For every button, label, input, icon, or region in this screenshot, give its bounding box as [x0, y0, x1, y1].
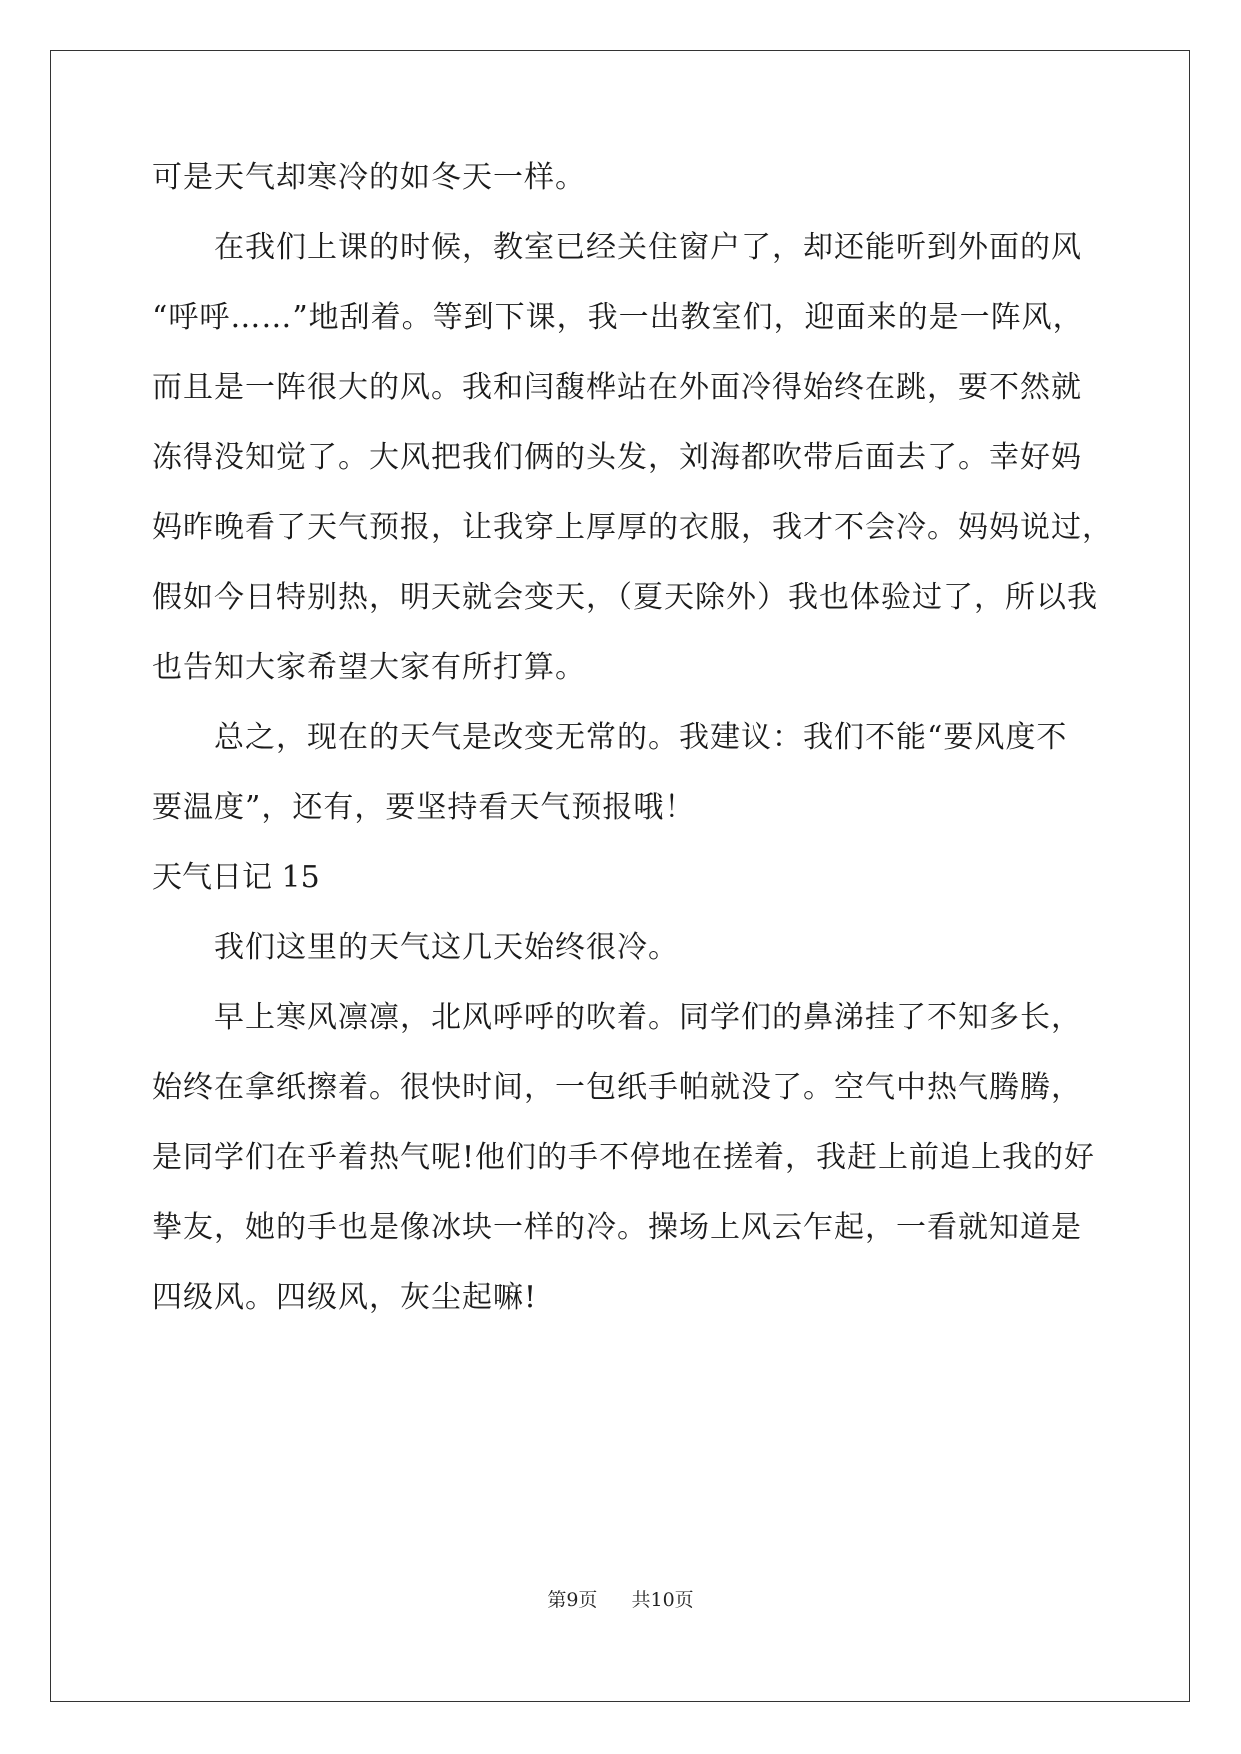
paragraph-line: 早上寒风凛凛，北风呼呼的吹着。同学们的鼻涕挂了不知多长， [214, 1000, 1082, 1035]
paragraph-line: 要温度”，还有，要坚持看天气预报哦！ [152, 790, 696, 825]
page-footer [0, 1588, 1241, 1612]
paragraph-line: 也告知大家希望大家有所打算。 [152, 650, 586, 685]
page-number-total: 共10页 [631, 1589, 694, 1611]
paragraph-line: “呼呼……”地刮着。等到下课，我一出教室们，迎面来的是一阵风， [152, 300, 1084, 335]
paragraph-line: 而且是一阵很大的风。我和闫馥桦站在外面冷得始终在跳，要不然就 [152, 370, 1082, 405]
paragraph-line: 我们这里的天气这几天始终很冷。 [214, 930, 679, 965]
paragraph-line: 妈昨晚看了天气预报，让我穿上厚厚的衣服，我才不会冷。妈妈说过， [152, 510, 1113, 545]
paragraph-line: 挚友，她的手也是像冰块一样的冷。操场上风云乍起，一看就知道是 [152, 1210, 1082, 1245]
paragraph-line: 冻得没知觉了。大风把我们俩的头发，刘海都吹带后面去了。幸好妈 [152, 440, 1082, 475]
paragraph-line: 始终在拿纸擦着。很快时间，一包纸手帕就没了。空气中热气腾腾， [152, 1070, 1082, 1105]
paragraph-line: 是同学们在乎着热气呢!他们的手不停地在搓着，我赶上前追上我的好 [152, 1140, 1096, 1175]
paragraph-line: 在我们上课的时候，教室已经关住窗户了，却还能听到外面的风 [214, 230, 1082, 265]
section-heading: 天气日记 15 [152, 860, 320, 895]
paragraph-line: 总之，现在的天气是改变无常的。我建议：我们不能“要风度不 [214, 720, 1068, 755]
page-number-current: 第9页 [547, 1589, 598, 1611]
paragraph-line: 假如今日特别热，明天就会变天，（夏天除外）我也体验过了，所以我 [152, 580, 1098, 615]
paragraph-line: 四级风。四级风，灰尘起嘛! [152, 1280, 538, 1315]
paragraph-line: 可是天气却寒冷的如冬天一样。 [152, 160, 586, 195]
